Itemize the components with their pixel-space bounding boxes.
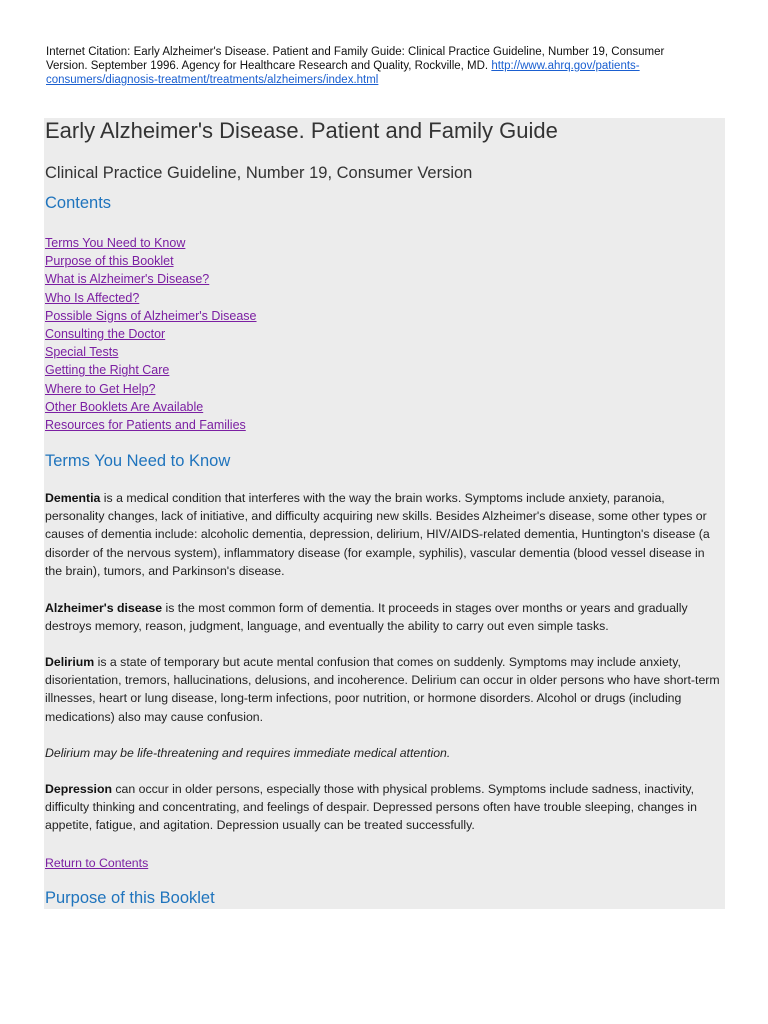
- toc-link-purpose[interactable]: Purpose of this Booklet: [45, 254, 174, 269]
- dementia-paragraph: [45, 489, 723, 580]
- delirium-warning: Delirium may be life-threatening and requires immediate medical attention.: [45, 746, 451, 760]
- citation-text: Internet Citation: Early Alzheimer's Disease. Patient and Family Guide: Clinical Practice Guideline, Number 19, Consumer Version. September 1996. Agency for Healthcare Research and Quality, Rockville, MD.: [46, 46, 665, 72]
- toc-link-terms[interactable]: Terms You Need to Know: [45, 236, 186, 250]
- toc-link-doctor[interactable]: Consulting the Doctor: [45, 326, 166, 341]
- toc-link-tests[interactable]: Special Tests: [45, 345, 119, 360]
- toc-item: [45, 398, 257, 416]
- document-title: Early Alzheimer's Disease. Patient and Family Guide: [45, 118, 558, 143]
- toc-item: [45, 270, 257, 288]
- depression-text: can occur in older persons, especially those with physical problems. Symptoms include sadness, inactivity, difficulty thinking and concentrating, and feelings of despair. Depressed persons often have trouble sleeping, changes in appetite, fatigue, and agitation. Depression usually can be treated successfully.: [45, 782, 697, 833]
- dementia-term: Dementia: [45, 491, 101, 505]
- toc-item: [45, 289, 257, 307]
- citation: [46, 45, 706, 87]
- delirium-term: Delirium: [45, 655, 95, 669]
- toc-item: [45, 380, 257, 398]
- purpose-heading: Purpose of this Booklet: [45, 889, 215, 907]
- toc-link-help[interactable]: Where to Get Help?: [45, 381, 156, 396]
- toc-item: [45, 234, 257, 252]
- toc-item: [45, 361, 257, 379]
- toc-item: [45, 325, 257, 343]
- table-of-contents: [45, 234, 257, 434]
- toc-item: [45, 307, 257, 325]
- toc-link-what-is[interactable]: What is Alzheimer's Disease?: [45, 272, 210, 287]
- dementia-text: is a medical condition that interferes with the way the brain works. Symptoms include anxiety, paranoia, personality changes, lack of initiative, and difficulty acquiring new skills. Besides Alzheimer's disease, some other types or causes of dementia include: alcoholic dementia, depression, delirium, HIV/AIDS-related dementia, Huntington's disease (a disorder of the nervous system), inflammatory disease (for example, syphilis), vascular dementia (blood vessel disease in the brain), tumors, and Parkinson's disease.: [45, 491, 710, 578]
- toc-item: [45, 343, 257, 361]
- document-panel: [44, 118, 725, 909]
- terms-heading: Terms You Need to Know: [45, 452, 231, 470]
- return-to-contents-link[interactable]: Return to Contents: [45, 856, 149, 870]
- toc-item: [45, 416, 257, 434]
- delirium-paragraph: [45, 653, 723, 726]
- depression-paragraph: [45, 780, 723, 835]
- toc-link-booklets[interactable]: Other Booklets Are Available: [45, 399, 204, 414]
- depression-term: Depression: [45, 782, 112, 796]
- toc-item: [45, 252, 257, 270]
- return-paragraph: [45, 854, 723, 872]
- citation-link[interactable]: http://www.ahrq.gov/patients-consumers/diagnosis-treatment/treatments/alzheimers/index.html: [46, 60, 640, 86]
- alzheimers-term: Alzheimer's disease: [45, 601, 163, 615]
- toc-link-care[interactable]: Getting the Right Care: [45, 363, 170, 378]
- toc-link-who-affected[interactable]: Who Is Affected?: [45, 290, 140, 305]
- toc-link-resources[interactable]: Resources for Patients and Families: [45, 417, 246, 432]
- alzheimers-paragraph: [45, 599, 723, 635]
- alzheimers-text: is the most common form of dementia. It proceeds in stages over months or years and gradually destroys memory, reason, judgment, language, and eventually the ability to carry out even simple tasks.: [45, 601, 688, 634]
- document-subtitle: Clinical Practice Guideline, Number 19, Consumer Version: [45, 164, 473, 182]
- delirium-text: is a state of temporary but acute mental confusion that comes on suddenly. Symptoms may include anxiety, disorientation, tremors, hallucinations, delusions, and incoherence. Delirium can occur in older persons who have short-term illnesses, heart or lung disease, long-term infections, poor nutrition, or hormone disorders. Alcohol or drugs (including medications) also may cause confusion.: [45, 655, 720, 724]
- toc-link-signs[interactable]: Possible Signs of Alzheimer's Disease: [45, 308, 257, 323]
- contents-heading: Contents: [45, 194, 112, 212]
